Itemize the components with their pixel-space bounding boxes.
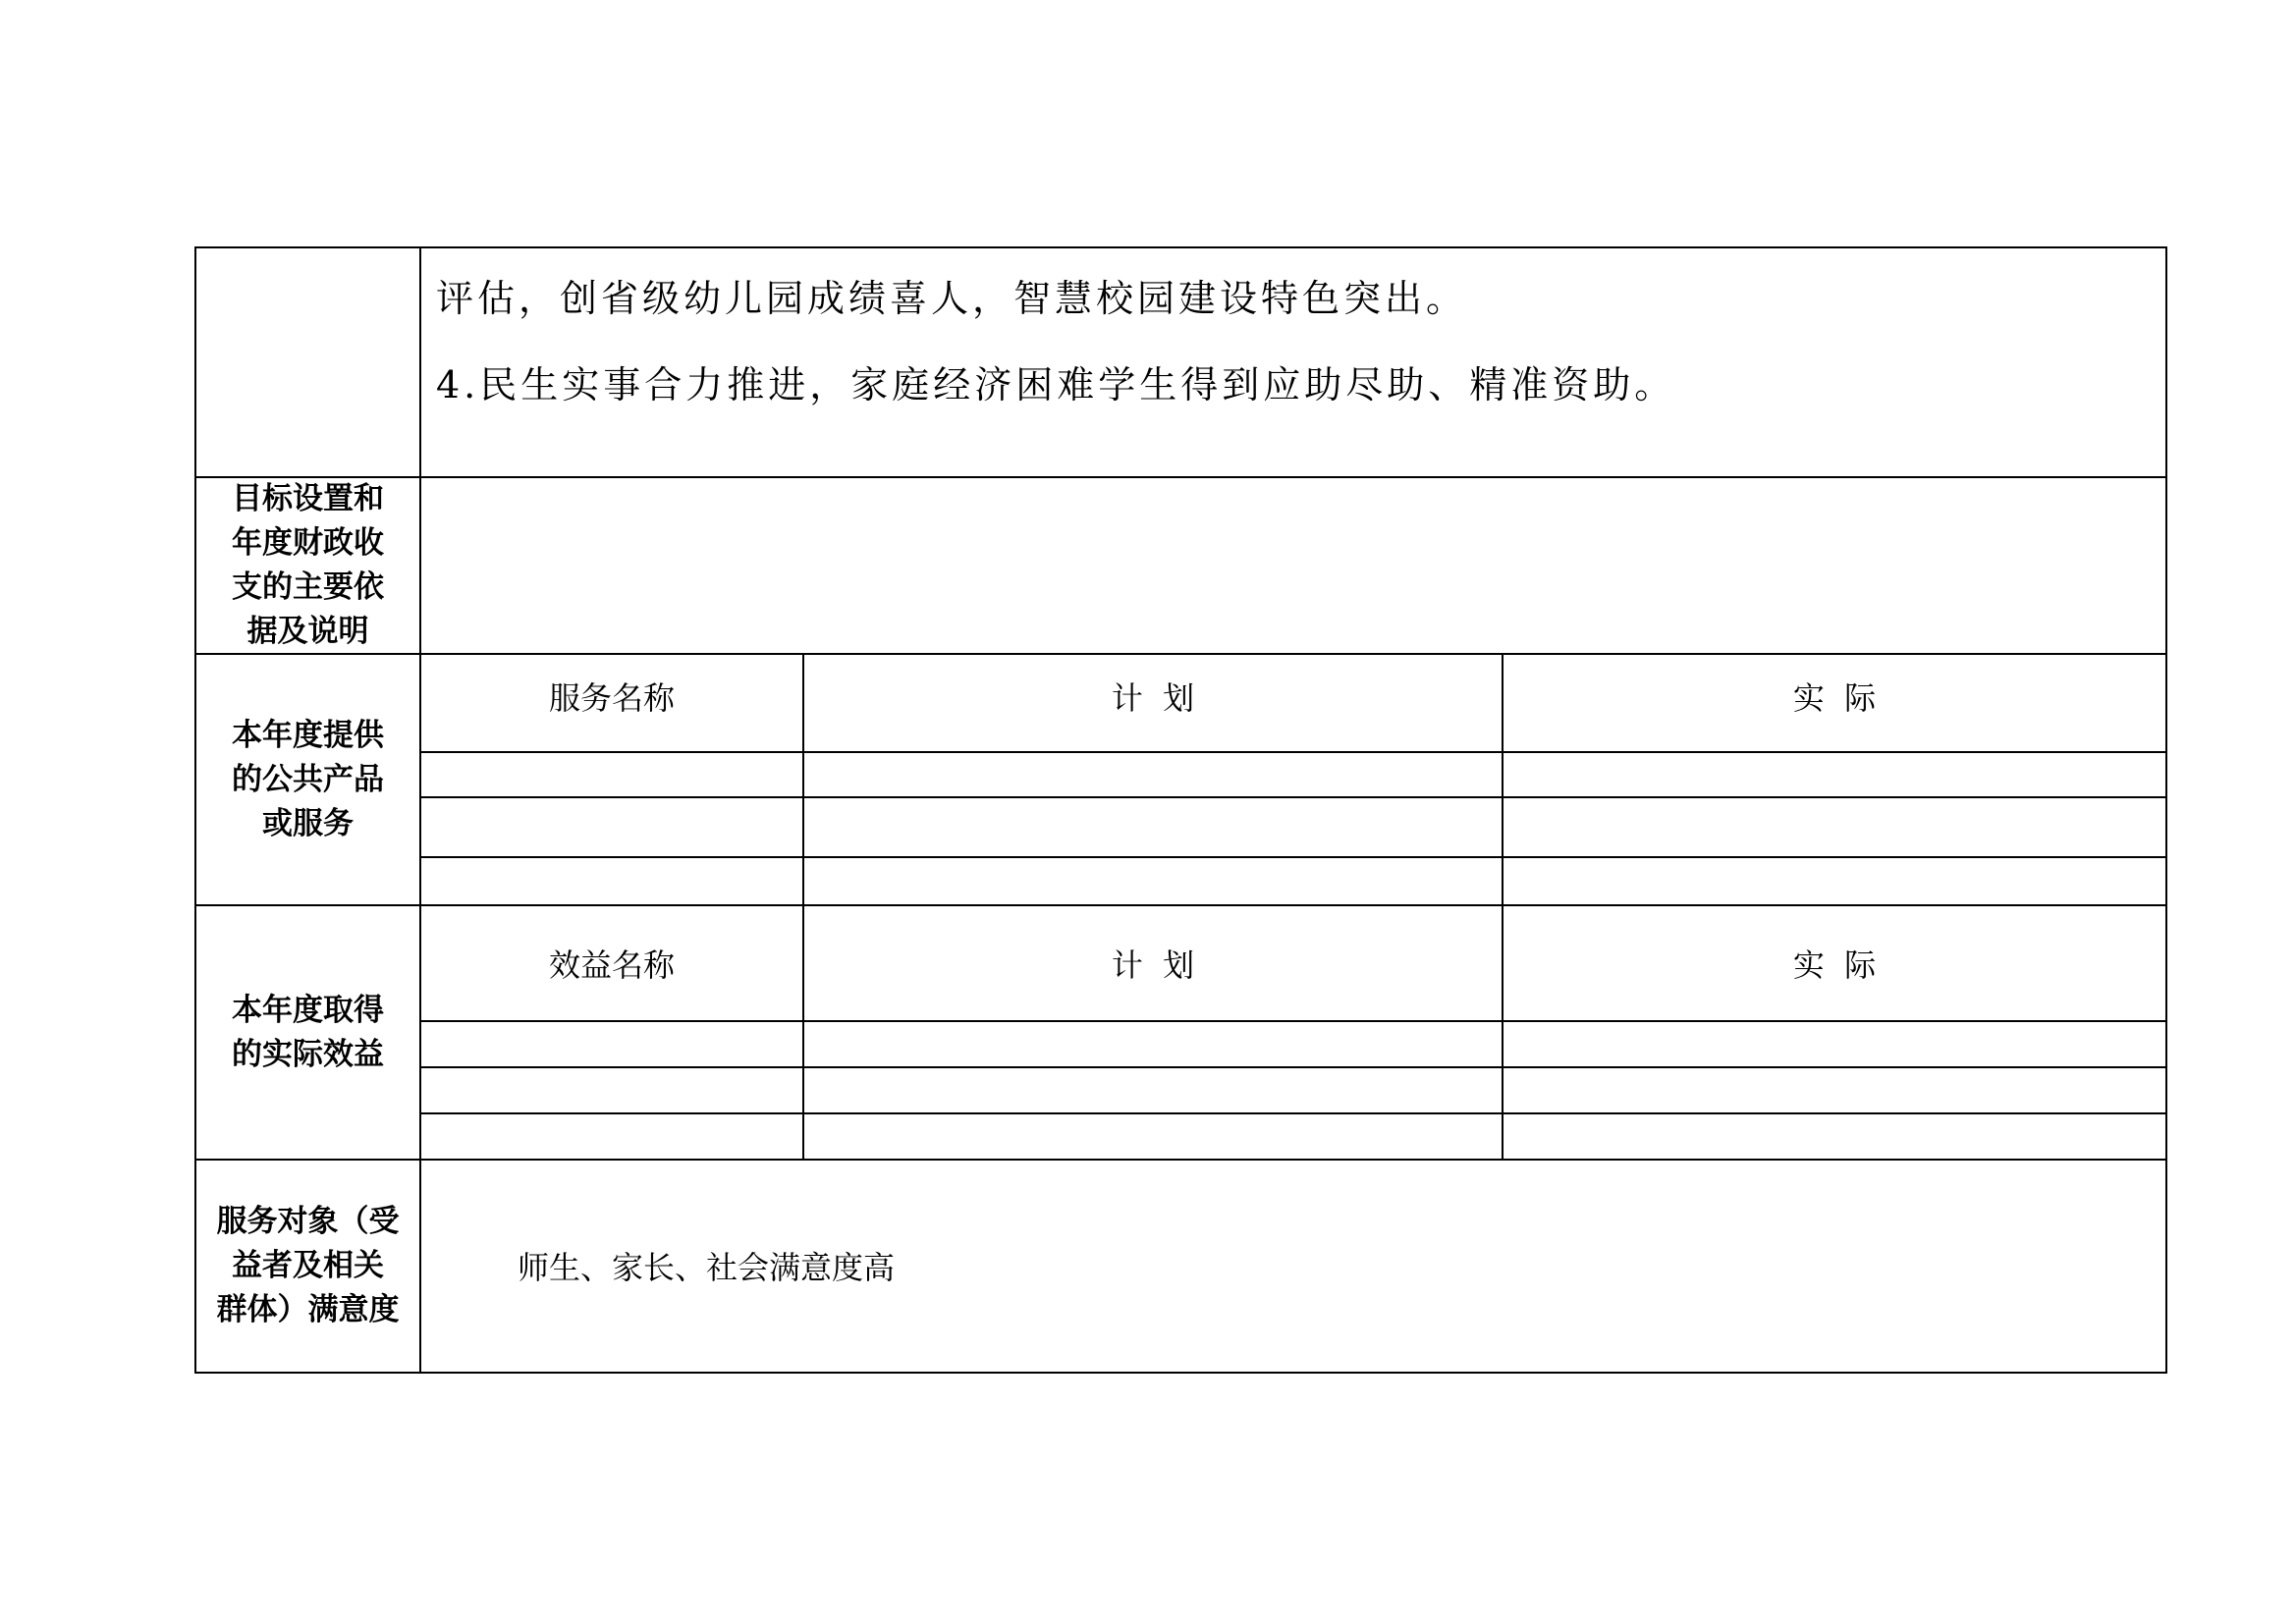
basis-label: 目标设置和 年度财政收 支的主要依 据及说明	[232, 481, 384, 649]
row-divider	[196, 1159, 2165, 1161]
services-row-divider	[421, 856, 2165, 858]
services-header-plan: 计 划	[1111, 679, 1195, 717]
benefits-label: 本年度取得 的实际效益	[232, 992, 384, 1072]
services-header-divider	[421, 751, 2165, 753]
label-column-divider	[419, 248, 421, 1372]
benefits-row-divider	[421, 1066, 2165, 1068]
row-divider	[196, 476, 2165, 478]
benefits-header-plan: 计 划	[1111, 947, 1195, 984]
continuation-line-2: 4.民生实事合力推进，家庭经济困难学生得到应助尽助、精准资助。	[436, 363, 1676, 406]
services-header-actual: 实 际	[1792, 679, 1877, 717]
satisfaction-content: 师生、家长、社会满意度高	[518, 1249, 896, 1286]
benefits-header-actual: 实 际	[1792, 947, 1877, 984]
benefits-header-divider	[421, 1020, 2165, 1022]
continuation-line-1: 评估，创省级幼儿园成绩喜人，智慧校园建设特色突出。	[436, 277, 1468, 320]
services-row-divider	[421, 796, 2165, 798]
services-header-name: 服务名称	[548, 679, 675, 717]
benefits-row-divider	[421, 1112, 2165, 1114]
satisfaction-label: 服务对象（受 益者及相关 群体）满意度	[216, 1204, 400, 1327]
services-label: 本年度提供 的公共产品 或服务	[232, 717, 384, 841]
performance-report-table	[194, 246, 2167, 1374]
benefits-header-name: 效益名称	[548, 947, 675, 984]
